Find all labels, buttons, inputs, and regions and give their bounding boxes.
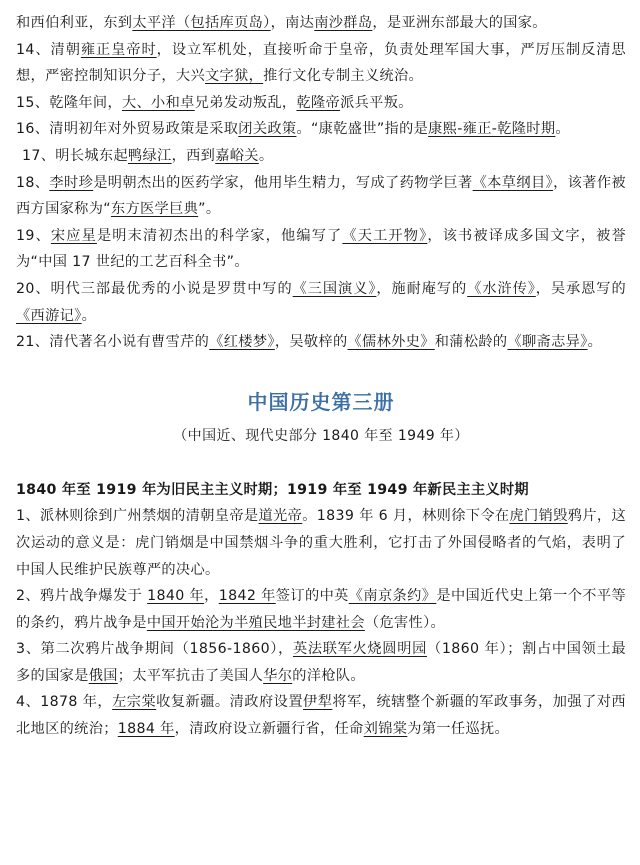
text-run: ；太平军抗击了美国人 [117,667,264,684]
text-run: 14、清朝 [16,41,81,58]
underlined-term: 《聊斋志异》 [507,334,588,351]
text-run: ，南达 [270,15,315,31]
underlined-term: 太平洋（包括库页岛） [132,15,271,31]
text-run: ，吴敬梓的 [274,334,348,351]
text-run: 16、清明初年对外贸易政策是采取 [16,121,239,138]
text-run: 和西伯利亚 [16,15,89,31]
paragraph-16 [16,116,626,143]
text-run: 。“康乾盛世”指的是 [296,121,429,138]
text-run: 推行文化专制主义统治。 [263,68,424,85]
question-4 [16,689,626,742]
paragraph-18 [16,170,626,223]
underlined-term: 英法联军火烧圆明园 [292,641,427,658]
text-run: 。 [587,334,603,351]
period-line: 1840 年至 1919 年为旧民主主义时期；1919 年至 1949 年新民主主义时期 [16,481,529,498]
text-run: ”。 [198,201,221,218]
text-run: ，该书被译成多国文字，被誉为“中国 17 世纪的工艺百科全书”。 [16,227,626,271]
text-run: 为第一任巡抚。 [407,721,510,738]
text-run: ，设立军机处，直接听命于皇帝，负责处理军国大事，严厉压制反清思想，严密控制知识分子，大兴 [16,41,626,85]
paragraph-13-continuation [16,10,626,37]
underlined-term: 《三国演义》 [292,280,377,297]
underlined-term: 1842 年 [218,588,276,605]
question-2 [16,583,626,636]
underlined-term: 《水浒传》 [467,280,536,297]
section-subtitle: （中国近、现代史部分 1840 年至 1949 年） [173,427,469,444]
text-run: 和蒲松龄的 [434,334,508,351]
text-run: 收复新疆。清政府设置 [156,694,304,711]
underlined-term: 中国开始沦为半殖民地半封建社会 [146,614,365,631]
text-run: 15、乾隆年间， [16,94,122,111]
text-run: 17、明长城东起 [22,147,128,164]
section-title: 中国历史第三册 [247,389,395,414]
paragraph-14 [16,37,626,90]
text-run: 是中国近代史上第一个不平等的条约，鸦片战争是 [16,588,627,631]
underlined-term: 1884 年 [117,721,175,738]
text-run: 将军，统辖整个新疆的军政事务，加强了对西北地区的统治； [16,694,626,738]
underlined-term: 宋应星 [50,227,97,244]
underlined-term: 《儒林外史》 [347,334,435,351]
text-run: 派兵平叛。 [340,94,413,111]
text-run: 是明朝杰出的医药学家，他用毕生精力，写成了药物学巨著 [93,174,473,191]
text-run: 2、鸦片战争爆发于 [16,588,148,605]
underlined-term: 左宗棠 [112,694,157,711]
underlined-term: 鸭绿江 [127,147,172,164]
text-run: （危害性）。 [364,614,446,631]
text-run: 是明末清初杰出的科学家，他编写了 [96,227,343,244]
underlined-term: 虎门销毁 [509,508,568,525]
underlined-term: 伊犁 [303,694,333,711]
text-run: ，西到 [171,147,216,164]
paragraph-19 [16,223,626,276]
underlined-term: 闭关政策 [238,121,297,138]
text-run: 兄弟发动叛乱， [194,94,297,111]
text-run: 签订的中英 [275,588,349,605]
text-run: 3、第二次鸦片战争期间（1856-1860）， [16,641,293,658]
underlined-term: 东方医学巨典 [110,201,199,218]
text-run: ，清政府设立新疆行省，任命 [174,721,364,738]
underlined-term: 《本草纲目》 [472,174,554,191]
text-run: 。 [555,121,570,138]
question-1 [16,503,626,583]
underlined-term: 华尔 [263,667,293,684]
text-run: 鸦片，这次运动的意义是：虎门销烟是中国禁烟斗争的重大胜利，它打击了外国侵略者的气焰，表明了中国人民维护民族尊严的决心。 [16,508,627,578]
underlined-term: 乾隆帝 [296,94,341,111]
underlined-term: 《西游记》 [16,307,82,324]
paragraph-17 [16,143,626,170]
underlined-term: 1840 年 [147,588,205,605]
underlined-term: 南沙群岛 [314,15,373,31]
underlined-term: 大、小和卓 [121,94,195,111]
text-run: 18、 [16,174,50,191]
underlined-term: 俄国 [88,667,118,684]
underlined-term: 刘锦棠 [363,721,408,738]
question-3 [16,636,626,689]
text-run: 。1839 年 6 月，林则徐下令在 [302,508,510,525]
text-run: ，该著作被西方国家称为“ [16,174,626,218]
underlined-term: 《红楼梦》 [209,334,275,351]
text-run: （1860 年）；割占中国领土最多的国家是 [16,641,626,684]
text-run: ，是亚洲东部最大的国家。 [372,15,547,31]
spacer [16,356,626,368]
text-run: ，吴承恩写的 [535,280,626,297]
text-run: ，东到 [88,15,133,31]
text-run: 21、清代著名小说有曹雪芹的 [16,334,210,351]
text-run: 4、1878 年， [16,694,113,711]
paragraph-20 [16,276,626,329]
underlined-term: 康熙-雍正-乾隆时期 [428,121,556,138]
paragraph-21 [16,329,626,356]
text-run: 1、派林则徐到广州禁烟的清朝皇帝是 [16,508,259,525]
paragraph-15 [16,90,626,117]
underlined-term: 雍正皇帝时 [80,41,157,58]
text-run: 。 [81,307,97,324]
underlined-term: 李时珍 [49,174,94,191]
underlined-term: 《天工开物》 [342,227,428,244]
text-run: ，施耐庵写的 [376,280,468,297]
underlined-term: 道光帝 [258,508,303,525]
text-run: ， [204,588,219,605]
text-run: 。 [258,147,274,164]
text-run: 20、明代三部最优秀的小说是罗贯中写的 [16,280,293,297]
underlined-term: 《南京条约》 [348,588,437,605]
text-run: 的洋枪队。 [292,667,365,684]
underlined-term: 嘉峪关 [215,147,259,164]
text-run: 19、 [16,227,51,244]
underlined-term: 文字狱， [205,68,264,85]
